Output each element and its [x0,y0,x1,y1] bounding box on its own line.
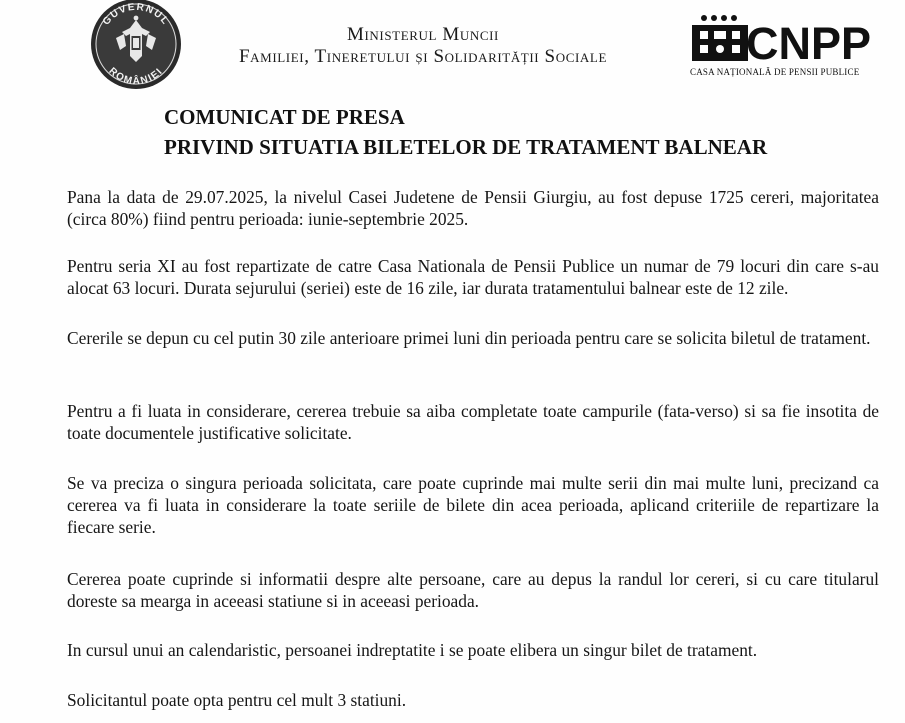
paragraph-4: Pentru a fi luata in considerare, cererea trebuie sa aiba completate toate campurile (fata-verso) si sa fie insotita de toate documentele justificative solicitate. [67,401,879,443]
press-release-title [164,102,767,162]
paragraph-6: Cererea poate cuprinde si informatii despre alte persoane, care au depus la randul lor cereri, si cu care titularul doreste sa mearga in aceeasi statiune si in aceeasi perioada. [67,569,879,611]
paragraph-8: Solicitantul poate opta pentru cel mult 3 statiuni. [67,690,407,710]
title-line-1: COMUNICAT DE PRESA [164,105,405,129]
seal-text-top: GUVERNUL [100,1,172,28]
seal-text-bottom: ROMÂNIEI [106,65,166,88]
paragraph-7: In cursul unui an calendaristic, persoanei indreptatite i se poate elibera un singur bilet de tratament. [67,640,758,660]
cnpp-name: CNPP [746,18,872,69]
cnpp-people-icon [690,13,750,65]
ministry-name [200,24,646,68]
title-line-2: PRIVIND SITUATIA BILETELOR DE TRATAMENT BALNEAR [164,135,768,159]
cnpp-subtitle: CASA NAȚIONALĂ DE PENSII PUBLICE [690,67,860,77]
cnpp-logo [690,13,890,83]
paragraph-2: Pentru seria XI au fost repartizate de catre Casa Nationala de Pensii Publice un numar de 79 locuri din care s-au alocat 63 locuri. Durata sejurului (seriei) este de 16 zile, iar durata tratamentului balnear este de 12 zile. [67,256,879,298]
ministry-line-1: Ministerul Muncii [346,24,499,45]
paragraph-1: Pana la data de 29.07.2025, la nivelul Casei Judetene de Pensii Giurgiu, au fost depuse 1725 cereri, majoritatea (circa 80%) fiind pentru perioada: iunie-septembrie 2025. [67,187,879,229]
paragraph-3: Cererile se depun cu cel putin 30 zile anterioare primei luni din perioada pentru care se solicita biletul de tratament. [67,328,871,348]
government-seal-icon [86,0,186,90]
paragraph-5: Se va preciza o singura perioada solicitata, care poate cuprinde mai multe serii din mai multe luni, precizand ca cererea va fi luata in considerare la toate seriile de bilete din acea perioada, aplicand criteriile de repartizare la fiecare serie. [67,473,879,537]
ministry-line-2: Familiei, Tineretului și Solidarității Sociale [239,46,607,67]
